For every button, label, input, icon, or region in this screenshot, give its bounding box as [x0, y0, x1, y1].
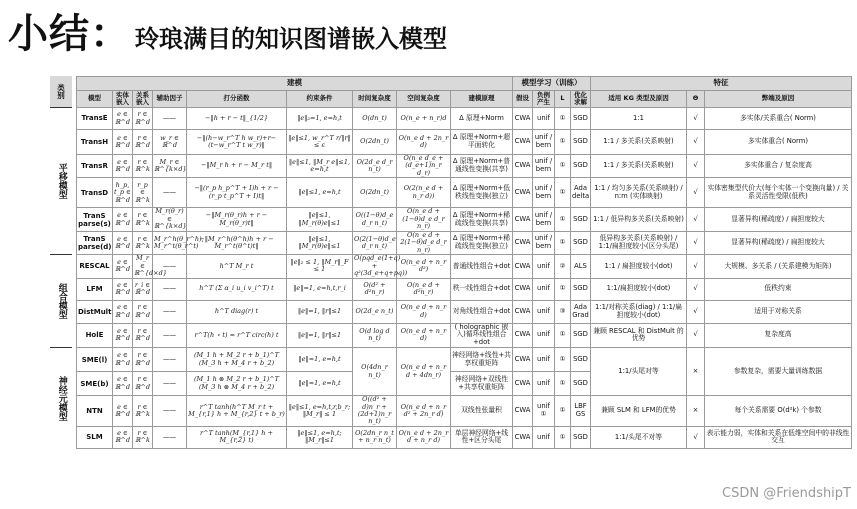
title-main: 小结：: [8, 11, 131, 57]
cell-rel: r ∈ ℝ^k: [133, 208, 153, 231]
column-header: 实体嵌入: [113, 91, 133, 108]
table-row: [77, 255, 852, 278]
cell-model: TransE: [77, 108, 113, 130]
cell-kg: 低异构多关系(关系映射) / 1:1/扁担度较小(区分头尾): [591, 231, 687, 254]
table-row: [77, 108, 852, 130]
cell-cons: ‖e‖≤1, w_r^T r/‖r‖ ≤ ε: [287, 130, 353, 155]
cell-principle: ( holographic 嵌入)循环线性组合+dot: [451, 323, 513, 347]
cell-kg: 1:1 / 多关系(关系映射): [591, 130, 687, 155]
cell-time: O((d² + d)n_r + (2d+1)n_r n_t): [353, 396, 397, 427]
cell-ent: e ∈ ℝ^d: [113, 155, 133, 178]
cell-theta: √: [687, 130, 705, 155]
cell-drawback: 多实体/关系重合( Norm): [705, 108, 852, 130]
cell-time: O(d log d n_t): [353, 323, 397, 347]
cell-aux: ——: [153, 178, 187, 208]
cell-space: O(n_e d_e + (d_e+1)n_r d_r): [397, 155, 451, 178]
cell-rel: r_p ∈ ℝ^k: [133, 178, 153, 208]
cell-cons: ‖e‖≤1, ‖M_r e‖≤1, e=h,t: [287, 155, 353, 178]
cell-assume: CWA: [513, 323, 533, 347]
cell-drawback: 每个关系需要 O(d²k) 个参数: [705, 396, 852, 427]
cell-kg: 1:1: [591, 108, 687, 130]
cell-principle: Δ 原理+Norm+稀疏线性变换(独立): [451, 231, 513, 254]
category-label: 神经元模型: [50, 347, 72, 448]
cell-time: O(2(1−θ)d_e d_r n_t): [353, 231, 397, 254]
cell-principle: 对角线性组合+dot: [451, 300, 513, 323]
cell-assume: CWA: [513, 208, 533, 231]
cell-assume: CWA: [513, 255, 533, 278]
cell-drawback: 复杂度高: [705, 323, 852, 347]
table-row: [77, 278, 852, 300]
cell-time: O(2d_e d_r n_t): [353, 155, 397, 178]
category-label: 组合模型: [50, 254, 72, 347]
column-header: 建模原理: [451, 91, 513, 108]
cell-score: −‖h + r − t‖_{1/2}: [187, 108, 287, 130]
cell-neg: unif / bern: [533, 231, 555, 254]
cell-theta: √: [687, 178, 705, 208]
cell-rel: r ∈ ℝ^d: [133, 300, 153, 323]
cell-principle: 秩一线性组合+dot: [451, 278, 513, 300]
cell-space: O(n_e d + n_r d² + 2n_r d): [397, 396, 451, 427]
cell-neg: unif / bern: [533, 178, 555, 208]
cell-drawback: 大规模、多关系 / (关系建模为矩阵): [705, 255, 852, 278]
cell-assume: CWA: [513, 108, 533, 130]
cell-rel: r ∈ ℝ^k: [133, 396, 153, 427]
table-row: [77, 348, 852, 372]
cell-model: TranS parse(s): [77, 208, 113, 231]
cell-assume: CWA: [513, 300, 533, 323]
cell-kg: 1:1/扁担度较小(dot): [591, 278, 687, 300]
cell-aux: ——: [153, 372, 187, 396]
cell-rel: r ∈ ℝ^k: [133, 155, 153, 178]
cell-kg: 1:1/对称关系(diag) / 1:1/扁担度较小(dot): [591, 300, 687, 323]
cell-score: (M_1 h ⊗ M_2 r + b_1)^T (M_3 h ⊗ M_4 r + b_2): [187, 372, 287, 396]
table-row: [77, 300, 852, 323]
cell-opt: SGD: [571, 155, 591, 178]
cell-space: O(n_e + n_r)d: [397, 108, 451, 130]
cell-time: O(2dn_r n_t + n_r n_t): [353, 426, 397, 448]
column-header: 适用 KG 类型及原因: [591, 91, 687, 108]
cell-assume: CWA: [513, 178, 533, 208]
header-features: 特征: [591, 77, 852, 91]
cell-assume: CWA: [513, 130, 533, 155]
cell-drawback: 适用于对称关系: [705, 300, 852, 323]
cell-ent: e ∈ ℝ^d: [113, 372, 133, 396]
cell-cons: ‖e‖≤1, e=h,t,r,b_r; ‖M_r‖ ≤ 1: [287, 396, 353, 427]
cell-L: ①: [555, 323, 571, 347]
cell-ent: e ∈ ℝ^d: [113, 300, 133, 323]
cell-L: ②: [555, 255, 571, 278]
cell-aux: ——: [153, 323, 187, 347]
table-row: [77, 130, 852, 155]
cell-ent: h_p, t_p ∈ ℝ^d: [113, 178, 133, 208]
cell-time: O(pqd_e(1+q) + q²(3d_e+q+pq)): [354, 254, 408, 278]
cell-theta: ×: [687, 348, 705, 396]
cell-L: ①: [555, 372, 571, 396]
cell-rel: M_r ∈ ℝ^{d×d}: [134, 254, 167, 278]
cell-L: ①: [555, 155, 571, 178]
cell-theta: √: [687, 278, 705, 300]
table-row: [77, 396, 852, 427]
cell-drawback: 显著异构(稀疏度) / 扁担度较大: [705, 231, 852, 254]
cell-time: O(dn_t): [353, 108, 397, 130]
cell-space: O(2(n_e d + n_r d)): [397, 178, 451, 208]
column-header: Θ: [687, 91, 705, 108]
cell-aux: w_r ∈ ℝ^d: [153, 130, 187, 155]
cell-score: −‖M_r^h(θ^h)h + r − M_r^t(θ^t)t‖: [187, 231, 287, 254]
cell-kg: 1:1 / 均匀多关系(关系映射) / n:m (实体映射): [591, 178, 687, 208]
table-row: [77, 155, 852, 178]
cell-rel: r_i ∈ ℝ^d: [133, 278, 153, 300]
cell-kg: 1:1/头尾不对等: [591, 426, 687, 448]
cell-principle: 普通线性组合+dot: [451, 255, 513, 278]
cell-neg: unif: [533, 108, 555, 130]
cell-assume: CWA: [513, 155, 533, 178]
cell-time: O(4dn_r n_t): [353, 348, 397, 396]
table-row: [77, 208, 852, 231]
column-header: L: [555, 91, 571, 108]
cell-neg: unif: [533, 348, 555, 372]
header-column-row: [77, 91, 852, 108]
cell-opt: SGD: [571, 323, 591, 347]
cell-cons: ‖e‖=1, e=h,t,r_i: [287, 278, 353, 300]
cell-theta: √: [687, 426, 705, 448]
cell-space: O(n_e d + 2(1−θ)d_e d_r n_r): [397, 231, 451, 254]
cell-L: ①: [555, 278, 571, 300]
cell-assume: CWA: [513, 348, 533, 372]
cell-neg: unif: [533, 426, 555, 448]
cell-drawback: 多实体重合( Norm): [705, 130, 852, 155]
cell-L: ③: [555, 300, 571, 323]
column-header: 模型: [77, 91, 113, 108]
cell-rel: r ∈ ℝ^d: [133, 323, 153, 347]
cell-score: h^T (Σ α_i u_i v_i^T) t: [187, 278, 287, 300]
cell-neg: unif: [533, 278, 555, 300]
cell-model: LFM: [77, 278, 113, 300]
table-body: [77, 108, 852, 449]
cell-principle: 单层神经网络+线性+区分头尾: [451, 426, 513, 448]
cell-kg: 1:1 / 多关系(关系映射): [591, 155, 687, 178]
cell-kg: 1:1 / 扁担度较小(dot): [591, 255, 687, 278]
cell-principle: Δ 原理+Norm+超平面转化: [451, 130, 513, 155]
cell-time: O(2dn_t): [353, 178, 397, 208]
cell-cons: ‖e‖₂ ≤ 1, ‖M_r‖_F ≤ 1: [287, 255, 353, 278]
cell-drawback: 低秩约束: [705, 278, 852, 300]
cell-aux: ——: [153, 108, 187, 130]
cell-neg: unif: [533, 300, 555, 323]
cell-aux: ——: [153, 348, 187, 372]
cell-model: TransD: [77, 178, 113, 208]
cell-opt: ALS: [571, 255, 591, 278]
cell-theta: √: [687, 300, 705, 323]
cell-neg: unif / bern: [533, 208, 555, 231]
cell-drawback: 实体密集型代价大(每个实体一个变换向量) / 关系灵活性受限(低秩): [705, 178, 852, 208]
cell-neg: unif ①: [533, 396, 555, 427]
cell-principle: 神经网络+双线性+共享权重矩阵: [451, 372, 513, 396]
cell-score: h^T diag(r) t: [187, 300, 287, 323]
cell-opt: SGD: [571, 278, 591, 300]
cell-model: TransH: [77, 130, 113, 155]
cell-ent: e ∈ ℝ^d: [113, 255, 133, 278]
category-label: 平移模型: [50, 107, 72, 254]
cell-neg: unif: [533, 255, 555, 278]
cell-L: ①: [555, 130, 571, 155]
cell-space: O(n_e d + d²n_r): [397, 278, 451, 300]
column-header: 空间复杂度: [397, 91, 451, 108]
cell-aux: M_r(θ_r) ∈ ℝ^{k×d}: [154, 207, 187, 231]
cell-kg: 1:1/头尾对等: [591, 348, 687, 396]
cell-aux: ——: [153, 255, 187, 278]
cell-drawback: 显著异构(稀疏度) / 扁担度较大: [705, 208, 852, 231]
cell-cons: ‖e‖≤1, e=h,t; ‖M_r‖≤1: [287, 426, 353, 448]
cell-principle: Δ 原理+Norm+普通线性变换(共享): [451, 155, 513, 178]
column-header: 负例产生: [533, 91, 555, 108]
cell-drawback: 表示能力弱，实体和关系在低维空间中的非线性交互: [705, 426, 852, 448]
cell-ent: e ∈ ℝ^d: [113, 208, 133, 231]
model-summary-table: [76, 76, 852, 449]
cell-space: O(n_e d + n_r d + 4dn_r): [397, 348, 451, 396]
column-header: 弊端及原因: [705, 91, 852, 108]
cell-aux: ——: [153, 426, 187, 448]
cell-time: O(2d_e n_t): [353, 300, 397, 323]
cell-principle: Δ 原理+Norm+稀疏线性变换(共享): [451, 208, 513, 231]
column-header: 假设: [513, 91, 533, 108]
cell-opt: SGD: [571, 130, 591, 155]
cell-model: TransR: [77, 155, 113, 178]
cell-ent: e ∈ ℝ^d: [113, 108, 133, 130]
cell-space: O(n_e d + 2n_r d): [397, 130, 451, 155]
cell-score: −‖M_r h + r − M_r t‖: [187, 155, 287, 178]
cell-principle: 神经网络+线性+共享权重矩阵: [451, 348, 513, 372]
cell-score: −‖(r_p h_p^T + I)h + r − (r_p t_p^T + I)t‖: [187, 178, 287, 208]
cell-model: SME(b): [77, 372, 113, 396]
cell-cons: ‖e‖=1, ‖r‖≤1: [287, 300, 353, 323]
cell-ent: e ∈ ℝ^d: [113, 426, 133, 448]
cell-neg: unif / bern: [533, 155, 555, 178]
column-header: 优化求解: [571, 91, 591, 108]
cell-cons: ‖e‖≤1, ‖M_r(θ)e‖≤1: [287, 208, 353, 231]
cell-aux: M_r ∈ ℝ^{k×d}: [153, 155, 187, 178]
cell-principle: Δ 原理+Norm+低秩线性变换(独立): [451, 178, 513, 208]
table-row: [77, 178, 852, 208]
header-training: 模型学习（训练）: [513, 77, 591, 91]
cell-aux: ——: [153, 278, 187, 300]
column-header: 打分函数: [187, 91, 287, 108]
cell-ent: e ∈ ℝ^d: [113, 323, 133, 347]
cell-aux: ——: [153, 396, 187, 427]
cell-principle: 双线性张量积: [451, 396, 513, 427]
cell-score: (M_1 h + M_2 r + b_1)^T (M_3 h + M_4 r + b_2): [187, 348, 287, 372]
cell-assume: CWA: [513, 278, 533, 300]
watermark: CSDN @FriendshipT: [722, 486, 851, 501]
cell-theta: √: [687, 255, 705, 278]
cell-model: TranS parse(d): [77, 231, 113, 254]
cell-opt: SGD: [571, 348, 591, 372]
column-header: 辅助因子: [153, 91, 187, 108]
cell-model: RESCAL: [77, 255, 113, 278]
page-title: [8, 2, 447, 62]
cell-space: O(n_e d + n_r d): [397, 300, 451, 323]
table-row: [77, 426, 852, 448]
cell-model: SME(l): [77, 348, 113, 372]
cell-space: O(n_e d + n_r d²): [397, 255, 451, 278]
cell-neg: unif: [533, 372, 555, 396]
cell-ent: e ∈ ℝ^d: [113, 348, 133, 372]
header-group-row: [77, 77, 852, 91]
cell-opt: Ada delta: [571, 178, 591, 208]
cell-L: ①: [555, 208, 571, 231]
cell-time: O((1−θ)d_e d_r n_t): [353, 208, 397, 231]
cell-time: O(2dn_t): [353, 130, 397, 155]
cell-cons: ‖e‖≤1, ‖M_r(θ)e‖≤1: [287, 231, 353, 254]
cell-space: O(n_e d + (1−θ)d_e d_r n_r): [397, 208, 451, 231]
cell-opt: SGD: [571, 231, 591, 254]
cell-model: HolE: [77, 323, 113, 347]
cell-ent: e ∈ ℝ^d: [113, 278, 133, 300]
cell-space: O(n_e d + 2n_r d + n_r d): [397, 426, 451, 448]
cell-assume: CWA: [513, 396, 533, 427]
cell-opt: SGD: [571, 426, 591, 448]
table-row: [77, 231, 852, 254]
cell-assume: CWA: [513, 426, 533, 448]
column-header: 时间复杂度: [353, 91, 397, 108]
cell-cons: ‖e‖≤1, e=h,t: [287, 178, 353, 208]
cell-opt: Ada Grad: [571, 300, 591, 323]
cell-rel: r ∈ ℝ^k: [133, 426, 153, 448]
cell-model: SLM: [77, 426, 113, 448]
cell-cons: ‖e‖₂=1, e=h,t: [287, 108, 353, 130]
column-header: 约束条件: [287, 91, 353, 108]
cell-assume: CWA: [513, 372, 533, 396]
cell-drawback: 参数复杂，需要大量训练数据: [705, 348, 852, 396]
header-category: 类别: [50, 76, 72, 107]
cell-L: ①: [555, 108, 571, 130]
cell-score: r^T(h ⋆ t) = r^T circ(h) t: [187, 323, 287, 347]
cell-cons: ‖e‖=1, ‖r‖≤1: [287, 323, 353, 347]
cell-principle: Δ 原理+Norm: [451, 108, 513, 130]
cell-L: ①: [555, 178, 571, 208]
cell-rel: r ∈ ℝ^d: [133, 372, 153, 396]
cell-kg: 兼顾 RESCAL 和 DistMult 的优势: [591, 323, 687, 347]
cell-cons: ‖e‖=1, e=h,t: [287, 348, 353, 372]
cell-theta: √: [687, 155, 705, 178]
table-row: [77, 323, 852, 347]
cell-neg: unif / bern: [533, 130, 555, 155]
cell-theta: √: [687, 108, 705, 130]
cell-L: ①: [555, 231, 571, 254]
cell-aux: ——: [153, 300, 187, 323]
cell-cons: ‖e‖=1, e=h,t: [287, 372, 353, 396]
cell-opt: LBF GS: [571, 396, 591, 427]
cell-score: r^T tanh(M_{r,1} h + M_{r,2} t): [187, 426, 287, 448]
cell-theta: √: [687, 323, 705, 347]
cell-rel: r ∈ ℝ^d: [133, 348, 153, 372]
cell-space: O(n_e d + n_r d): [397, 323, 451, 347]
cell-rel: r ∈ ℝ^d: [133, 108, 153, 130]
title-sub: 玲琅满目的知识图谱嵌入模型: [135, 25, 447, 53]
cell-assume: CWA: [513, 231, 533, 254]
cell-rel: r ∈ ℝ^k: [133, 231, 153, 254]
cell-model: NTN: [77, 396, 113, 427]
cell-opt: SGD: [571, 208, 591, 231]
cell-aux: M_r^h(θ_r^h), M_r^t(θ_r^t): [153, 231, 187, 254]
cell-theta: √: [687, 231, 705, 254]
cell-L: ①: [555, 348, 571, 372]
cell-neg: unif: [533, 323, 555, 347]
cell-time: O(d² + d²n_r): [353, 278, 397, 300]
model-summary-table-wrapper: [76, 76, 851, 509]
cell-drawback: 多实体重合 / 复杂度高: [705, 155, 852, 178]
column-header: 关系嵌入: [133, 91, 153, 108]
cell-ent: e ∈ ℝ^d: [113, 231, 133, 254]
cell-kg: 兼顾 SLM 和 LFM的优势: [591, 396, 687, 427]
cell-ent: e ∈ ℝ^d: [113, 396, 133, 427]
cell-score: h^T M_r t: [187, 255, 287, 278]
header-modeling: 建模: [77, 77, 513, 91]
cell-model: DistMult: [77, 300, 113, 323]
cell-rel: r ∈ ℝ^d: [133, 130, 153, 155]
cell-kg: 1:1 / 低异构多关系(关系映射): [591, 208, 687, 231]
cell-theta: ×: [687, 396, 705, 427]
cell-theta: √: [687, 208, 705, 231]
cell-score: −‖M_r(θ_r)h + r − M_r(θ_r)t‖: [187, 208, 287, 231]
cell-L: ①: [555, 396, 571, 427]
cell-score: −‖(h−w_r^T h w_r)+r−(t−w_r^T t w_r)‖: [187, 130, 287, 155]
cell-opt: SGD: [571, 372, 591, 396]
cell-ent: e ∈ ℝ^d: [113, 130, 133, 155]
cell-score: r^T tanh(h^T M_r t + M_{r,1} h + M_{r,2} t + b_r): [187, 396, 287, 427]
cell-L: ①: [555, 426, 571, 448]
cell-opt: SGD: [571, 108, 591, 130]
